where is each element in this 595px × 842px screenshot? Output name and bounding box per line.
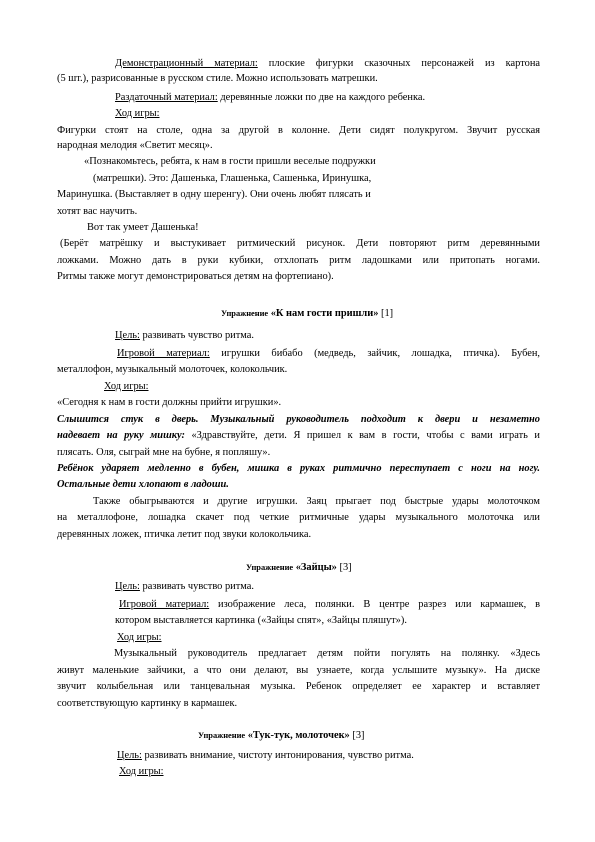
paragraph-line: Слышится стук в дверь. Музыкальный руководитель подходит к двери и незаметно [57,414,540,425]
game-course-heading: Ход игры: [115,108,160,119]
paragraph-line [57,429,540,442]
paragraph-line: соответствующую картинку в кармашек. [57,698,238,709]
goal-text: развивать внимание, чистоту интонирования, чувство ритма. [141,750,414,761]
section-title [221,307,393,320]
paragraph-line: звучит колыбельная или танцевальная музыка. Ребенок определяет ее характер и вставляет [57,681,540,692]
section-title-name: «Зайцы» [293,562,337,573]
section-title-ref: [1] [378,308,394,319]
goal-line [115,329,254,342]
handout-material-line [115,91,425,104]
demo-material-text: плоские фигурки сказочных персонажей из картона [257,58,540,69]
paragraph-line: Фигурки стоят на столе, одна за другой в колонне. Дети сидят полукругом. Звучит русская [57,125,540,136]
paragraph-emphasis: надевает на руку мишку: [57,430,185,441]
goal-line [115,580,254,593]
paragraph-line: «Сегодня к нам в гости должны прийти игрушки». [57,397,282,408]
demo-material-label: Демонстрационный материал: [115,58,258,69]
toy-material-text: игрушки бибабо (медведь, зайчик, лошадка, птичка). Бубен, [209,348,540,359]
goal-line [117,749,414,762]
section-title-ref: [3] [349,730,365,741]
section-title-name: «Тук-тук, молоточек» [245,730,350,741]
paragraph-line: Также обыгрываются и другие игрушки. Заяц прыгает под быстрые удары молоточком [93,496,540,507]
section-title-ref: [3] [336,562,352,573]
goal-label: Цель: [117,750,142,761]
handout-material-text: деревянные ложки по две на каждого ребенка. [217,92,426,103]
demo-material-line [115,57,540,70]
goal-text: развивать чувство ритма. [139,330,254,341]
section-title-name: «К нам гости пришли» [268,308,379,319]
paragraph-line: хотят вас научить. [57,206,138,217]
toy-material-line-2: металлофон, музыкальный молоточек, колокольчик. [57,364,288,375]
toy-material-label: Игровой материал: [117,348,210,359]
paragraph-line: Маринушка. (Выставляет в одну шеренгу). Они очень любят плясать и [57,189,371,200]
game-course-heading: Ход игры: [104,381,149,392]
goal-label: Цель: [115,581,140,592]
toy-material-line [119,598,540,611]
paragraph-line: Ребёнок ударяет медленно в бубен, мишка в руках ритмично переступает с ноги на ногу. [57,463,540,474]
handout-material-label: Раздаточный материал: [115,92,218,103]
goal-label: Цель: [115,330,140,341]
paragraph-line: ложками. Можно дать в руки кубики, отхлопать ритм ладошками или притопать ногами. [57,255,540,266]
toy-material-text: изображение леса, полянки. В центре разрез или кармашек, в [209,599,540,610]
game-course-heading: Ход игры: [117,632,162,643]
section-title [198,729,364,742]
paragraph-line: Ритмы также могут демонстрироваться детям на фортепиано). [57,271,334,282]
paragraph-line: плясать. Оля, сыграй мне на бубне, я попляшу». [57,447,271,458]
paragraph-text: «Здравствуйте, дети. Я пришел к вам в гости, чтобы с вами играть и [184,430,540,441]
section-title-prefix: Упражнение [221,309,269,318]
section-title [246,561,352,574]
paragraph-line: Вот так умеет Дашенька! [87,222,199,233]
toy-material-line-2: котором выставляется картинка («Зайцы спят», «Зайцы пляшут»). [115,615,407,626]
paragraph-line: Остальные дети хлопают в ладоши. [57,479,229,490]
paragraph-line: (матрешки). Это: Дашенька, Глашенька, Сашенька, Иринушка, [93,173,372,184]
section-title-prefix: Упражнение [198,731,246,740]
paragraph-line: «Познакомьтесь, ребята, к нам в гости пришли веселые подружки [84,156,376,167]
paragraph-line: (Берёт матрёшку и выстукивает ритмический рисунок. Дети повторяют ритм деревянными [60,238,540,249]
paragraph-line: Музыкальный руководитель предлагает детям пойти погулять на полянку. «Здесь [114,648,540,659]
paragraph-line: живут маленькие зайчики, а что они делают, вы узнаете, когда услышите музыку». На диске [57,665,540,676]
game-course-heading: Ход игры: [119,766,164,777]
section-title-prefix: Упражнение [246,563,294,572]
demo-material-line-2: (5 шт.), разрисованные в русском стиле. Можно использовать матрешки. [57,73,378,84]
paragraph-line: на металлофоне, лошадка скачет под четкие ритмичные удары музыкального молоточка или [57,512,540,523]
paragraph-line: народная мелодия «Светит месяц». [57,140,213,151]
goal-text: развивать чувство ритма. [139,581,254,592]
toy-material-label: Игровой материал: [119,599,210,610]
paragraph-line: деревянных ложек, птичка летит под звуки колокольчика. [57,529,312,540]
toy-material-line [117,347,540,360]
